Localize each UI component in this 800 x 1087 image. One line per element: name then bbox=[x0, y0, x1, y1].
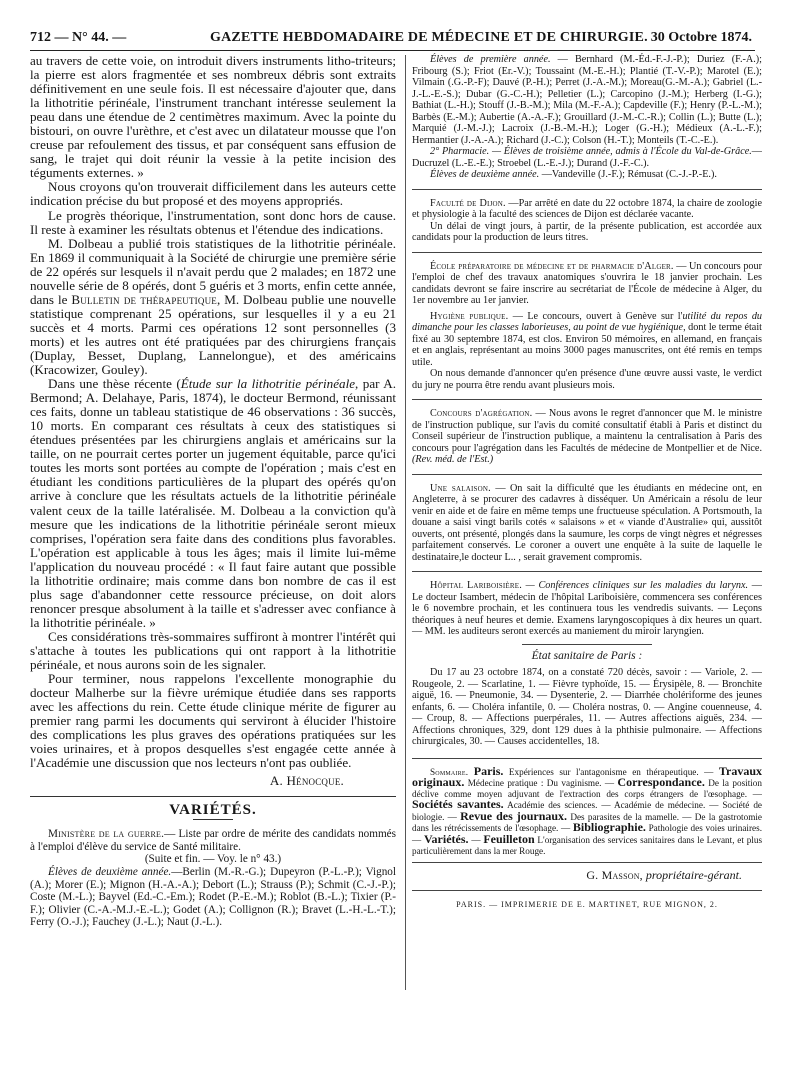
issue-date: 30 Octobre 1874. bbox=[650, 30, 752, 45]
publisher-title: propriétaire-gérant. bbox=[642, 868, 742, 883]
page-header bbox=[30, 30, 752, 48]
item-lead: Hôpital Lariboisière. bbox=[430, 580, 522, 591]
notice-lead: Ministère de la guerre. bbox=[48, 828, 165, 841]
table-of-contents bbox=[412, 758, 762, 864]
item-lead: École préparatoire de médecine et de pharmacie d'Alger. bbox=[430, 260, 674, 272]
contents-section: Correspondance. bbox=[617, 775, 705, 790]
text: —Ducruzel (L.-E.-E.); Stroebel (L.-E.-J.); Durand (J.-F.-C.). bbox=[412, 146, 762, 169]
student-list bbox=[30, 866, 396, 928]
list-lead: Élèves de deuxième année. bbox=[48, 866, 172, 879]
contents-section: Feuilleton bbox=[483, 832, 535, 847]
text: L'organisation des services sanitaires dans le Levant, et plus particulièrement dans la mer Rouge. bbox=[412, 835, 763, 856]
text: De la position déclive comme moyen adjuvant de l'extraction des corps étrangers de l'œsophage. — bbox=[412, 778, 762, 799]
text: — On sait la difficulté que les étudiants en médecine ont, en Angleterre, à se procurer des cadavres à disséquer. Un Américain a résolu de leur venir en aide et de faire en même temps une fructueuse spéculation. A Portsmouth, la douane a saisi vingt barils cotés « salaisons » et « viande d'Australie» qui, aussitôt ouverts, ont présenté, plongés dans la saumure, les corps de vingt nègres et négresses parfaitement conservés. Le coroner a ouvert une enquête à la suite de laquelle le destinataire,le docteur L.. , serait gravement compromis. bbox=[412, 482, 763, 563]
text: Expériences sur l'antagonisme en thérapeutique. — bbox=[503, 766, 714, 777]
ministry-notice bbox=[30, 828, 396, 853]
section-rule bbox=[412, 189, 762, 190]
right-column bbox=[412, 54, 762, 910]
news-item: On nous demande d'annoncer qu'en présence d'une œuvre aussi vaste, le verdict du jury ne pourra être rendu avant plusieurs mois. bbox=[412, 368, 762, 391]
section-rule bbox=[412, 571, 762, 572]
contents-section: Variétés. bbox=[423, 832, 469, 847]
contents-section: Revue des journaux. bbox=[460, 808, 568, 823]
paragraph bbox=[30, 377, 396, 630]
paragraph: Pour terminer, nous rappelons l'excellente monographie du docteur Malherbe sur la fièvre urémique étudiée dans ses rapports avec les affections du rein. Cette étude clinique mérite de figurer au premier rang parmi les documents qui serviront à élucider l'histoire des complications les plus graves des opérations pratiquées sur les voies urinaires, et à propos desquelles s'est engagée cette année à l'Académie une discussion que nos lecteurs n'ont pas oubliée. bbox=[30, 671, 396, 771]
list-lead: Élèves de deuxième année. bbox=[430, 169, 540, 180]
text: —Berlin (M.-R.-G.); Dupeyron (P.-L.-P.); Vignol (A.); Morer (E.); Mignon (H.-A.-A.); Debort (L.); Strauss (P.); Schmit (C.-J.-P.); Coste (M.-L.); Bayvel (Ed.-C.-Em.); Rodet (P.-E.-M.); Roblot (B.-L.); Tixier (P.-F.); Olivier (C.-A.-M.J.-E.-L.); Godet (A.); Collignon (R.); Bravet (L.-H.-L.-T.); Ferry (O.-J.); Fauchey (J.-L.); Naut (J.-L.). bbox=[30, 866, 397, 928]
text: — Le concours, ouvert à Genève sur l' bbox=[508, 310, 683, 322]
list-lead: Élèves de première année. bbox=[430, 54, 551, 65]
contents-lead: Sommaire. bbox=[430, 766, 469, 777]
item-lead: Une salaison. bbox=[430, 482, 491, 494]
paragraph: Le progrès théorique, l'instrumentation, sont donc hors de cause. Il reste à examiner les résultats obtenus et l'étendue des indications. bbox=[30, 207, 396, 237]
pharmacy-list bbox=[412, 146, 762, 169]
publisher-name: G. Masson, bbox=[586, 868, 643, 883]
item-lead: Faculté de Dijon. bbox=[430, 197, 506, 209]
sanitary-state-heading: État sanitaire de Paris : bbox=[531, 649, 643, 662]
paragraph: au travers de cette voie, on introduit divers instruments litho-triteurs; la pierre est alors fragmentée et ses nombreux débris sont extraits définitivement en une seule fois. Il est nécessaire d'ajouter que, dans la lithotritie périnéale, l'instrument tranchant intéresse seulement la peau dans une étendue de 2 centimètres maximum. Avec la pointe du bistouri, on ouvre l'urèthre, et c'est avec un dilatateur mousse que l'on creuse par refoulement des tissus, et par conséquent sans effusion de sang, le trajet qui doit réunir la vessie à la petite incision des téguments externes. » bbox=[30, 53, 396, 181]
issue-number: — N° 44. — bbox=[54, 30, 127, 45]
news-item bbox=[412, 483, 762, 564]
varietes-heading: VARIÉTÉS. bbox=[169, 802, 257, 819]
section-rule bbox=[522, 644, 652, 645]
page-number: 712 bbox=[30, 30, 51, 45]
journal-title: GAZETTE HEBDOMADAIRE DE MÉDECINE ET DE CHIRURGIE. bbox=[210, 30, 648, 45]
text: — Élèves de troisième année, admis à l'École du Val-de-Grâce. bbox=[489, 146, 752, 157]
text: Des parasites de la mamelle. — De la gastrotomie dans les rétrécissements de l'œsophage. — bbox=[412, 811, 762, 834]
section-rule bbox=[412, 399, 762, 400]
publisher-line bbox=[412, 870, 742, 882]
text: utilité du repos du dimanche pour les classes laborieuses, au point de vue hygiénique bbox=[412, 310, 763, 333]
section-rule bbox=[412, 252, 762, 253]
text: — Le docteur Isambert, médecin de l'hôpital Lariboisière, commencera ses conférences le 6 novembre prochain, et les continuera tous les vendredis suivants. — Leçons théoriques à neuf heures et demie. Examens laryngoscopiques à dix heures un quart. — MM. les auditeurs seront exercés au maniement du miroir laryngien. bbox=[412, 580, 762, 637]
source-reference: (Rev. méd. de l'Est.) bbox=[412, 454, 494, 465]
sanitary-state-text: Du 17 au 23 octobre 1874, on a constaté 720 décès, savoir : — Variole, 2. — Rougeole, 2. — Scarlatine, 1. — Fièvre typhoïde, 15. — Érysipèle, 8. — Bronchite aiguë, 16. — Pneumonie, 34. — Dysenterie, 2. — Diarrhée cholériforme des jeunes enfants, 6. — Choléra infantile, 0. — Choléra nostras, 0. — Angine couenneuse, 4. — Croup, 8. — Affections puerpérales, 11. — Autres affections aiguës, 234. — Affections chroniques, 329, dont 129 dues à la phthisie pulmonaire. — Affections chirurgicales, 30. — Causes accidentelles, 18. bbox=[412, 667, 762, 747]
student-list bbox=[412, 54, 762, 146]
text: — Bernhard (M.-Éd.-F.-J.-P.); Duriez (F.-A.); Fribourg (S.); Friot (Er.-V.); Toussaint (M.-E.-H.); Plantié (T.-V.-P.); Marotel (E.); Vilmain (.G.-P.-F); Dauvé (P.-H.); Perret (J.-A.-M.); Moreau(G.-M.-A.); Gabriel (L.-J.-L.-E.-S.); Dubar (G.-C.-H.); Pelletier (L.); Carcopino (J.-M.); Herberg (I.-G.); Bathiat (L.-H.); Stouff (J.-B.-M.); Mila (M.-F.-A.); Capdeville (F.); Henry (P.-L.-M.); Barbès (E.-M.); Aubertie (A.-A.-F.); Grouillard (J.-M.-C.-R.); Collin (L.); Butte (L.); Marquié (J.-M.-J.); Lacroix (J.-B.-M.-H.); Loger (G.-H.); Médieux (A.-L.-F.); Hermantier (J.-A.-A.); Richard (J.-C.); Colson (H.-T.); Monteils (T.-C.-E.). bbox=[412, 54, 763, 146]
text: , M. Dolbeau publie une nouvelle statistique comprenant 25 opérations, sur lesquelles il y a eu 21 succès et 4 morts. Parmi ces opérations 12 sont personnelles (3 morts) et les autres ont été pratiquées par des chirurgiens français (Duplay, Besset, Duplang, Lannelongue), et des américains (Kracowizer, Gouley). bbox=[30, 291, 396, 378]
text: — bbox=[468, 835, 481, 846]
contents-text bbox=[412, 763, 763, 857]
contents-section: Travaux originaux. bbox=[412, 763, 763, 790]
suite-note: (Suite et fin. — Voy. le n° 43.) bbox=[144, 853, 282, 866]
column-separator bbox=[405, 55, 406, 990]
text: , par A. Bermond; A. Delahaye, Paris, 1874), le docteur Bermond, réunissant ces faits, donne un tableau statistique de 46 observations : 36 succès, 10 morts. En comparant ces résultats à ceux des statistiques si étendues présentées par les chirurgiens anglais et américains sur la taille, on ne pourrait certes porter un jugement équitable, parce qu'ici toutes les morts sont portées au compte de l'opération ; mais c'est en étudiant les conditions particulières de la plupart des opérés qu'on arrive à conclure que les résultats actuels de la lithotritie périnéale valent ceux de la taille latéralisée. M. Dolbeau a la conviction qu'à mesure que les indications de la lithotritie périnéale seront mieux comprises, l'opération sera faite dans des conditions plus favorables. L'opération est applicable à tous les âges; mais il limite lui-même l'application du nouveau procédé : « Il faut faire autant que possible la lithotritie ordinaire; mais comme dans bon nombre de cas il est plus sage d'abandonner cette ressource précieuse, on doit alors renoncer presque absolument à la taille et s'adresser avec confiance à la lithotritie périnéale. » bbox=[30, 376, 396, 630]
left-column bbox=[30, 54, 396, 928]
title-underline bbox=[193, 819, 233, 820]
text: —Par arrêté en date du 22 octobre 1874, la chaire de zoologie et physiologie à la faculté des sciences de Dijon est déclarée vacante. bbox=[412, 197, 762, 220]
text: Pathologie des voies urinaires. — bbox=[412, 823, 762, 846]
news-item bbox=[412, 408, 762, 466]
text: M. Dolbeau a publié trois statistiques de la lithotritie périnéale. En 1869 il communiquait à la Société de chirurgie une première série de 22 opérés sur lesquels il n'avait perdu que 2 malades; en 1872 une nouvelle série de 8 opérés, dont 5 guéris et 3 morts, enfin cette année, dans le bbox=[30, 235, 396, 307]
text: Médecine pratique : Du vaginisme. — bbox=[464, 778, 615, 789]
text: — Un concours pour l'emploi de chef des travaux anatomiques s'ouvrira le 18 janvier prochain. Les candidats devront se faire inscrire au secrétariat de l'École de médecine à Alger, du 1er novembre au 1er janvier. bbox=[412, 260, 762, 306]
paragraph bbox=[30, 237, 396, 377]
bulletin-reference: Bulletin de thérapeutique bbox=[71, 291, 217, 307]
text: Académie des sciences. — Académie de médecine. — Société de biologie. — bbox=[412, 800, 762, 822]
contents-section: Paris. bbox=[473, 763, 504, 778]
news-item bbox=[412, 311, 762, 369]
contents-section: Bibliographie. bbox=[572, 820, 646, 835]
text: , dont le terme était fixé au 30 septembre 1874, est clos. Environ 50 mémoires, en allemand, en français et en anglais, représentant au moins 3000 pages manuscrites, ont été remis en temps utile. bbox=[412, 322, 762, 368]
contents-section: Sociétés savantes. bbox=[412, 797, 504, 812]
news-item bbox=[412, 198, 762, 221]
page-number-issue bbox=[30, 30, 126, 46]
paragraph: Ces considérations très-sommaires suffiront à montrer l'intérêt qui s'attache à toutes les publications qui ont rapport à la lithotritie périnéale, et nous aurons soin de les signaler. bbox=[30, 628, 396, 673]
section-rule bbox=[412, 474, 762, 475]
list-lead: 2° Pharmacie. bbox=[430, 146, 490, 157]
text: — Nous avons le regret d'annoncer que M. le ministre de l'instruction publique, sur l'avis du comité consultatif établi à Paris et distinct du Conseil supérieur de l'instruction publique, a maintenu la centralisation à Paris des concours pour l'agrégation dans les Facultés de médecine de Montpellier et de Nice. bbox=[412, 408, 762, 454]
author-signature: A. Hénocque. bbox=[269, 773, 344, 789]
pharmacy-list bbox=[412, 169, 762, 181]
text: — Liste par ordre de mérite des candidats nommés à l'emploi d'élève du service de Santé militaire. bbox=[30, 828, 396, 853]
text: Dans une thèse récente ( bbox=[48, 376, 181, 392]
header-rule bbox=[30, 50, 755, 51]
news-item bbox=[412, 261, 762, 307]
news-item bbox=[412, 580, 762, 638]
text: —Vandeville (J.-F.); Rémusat (C.-J.-P.-E.). bbox=[539, 169, 717, 180]
item-lead: Hygiène publique. bbox=[430, 310, 509, 322]
news-item: Un délai de vingt jours, à partir, de la présente publication, est accordée aux candidats pour la production de leurs titres. bbox=[412, 220, 762, 243]
thesis-title: Étude sur la lithotritie périnéale bbox=[180, 376, 356, 392]
item-lead: Concours d'agrégation. bbox=[430, 408, 533, 419]
text: — Conférences cliniques sur les maladies du larynx. bbox=[521, 580, 749, 591]
printer-line: PARIS. — IMPRIMERIE DE E. MARTINET, RUE MIGNON, 2. bbox=[412, 890, 762, 911]
paragraph: Nous croyons qu'on trouverait difficilement dans les auteurs cette indication précise du but proposé et des moyens appropriés. bbox=[30, 179, 396, 209]
section-rule bbox=[30, 796, 396, 797]
